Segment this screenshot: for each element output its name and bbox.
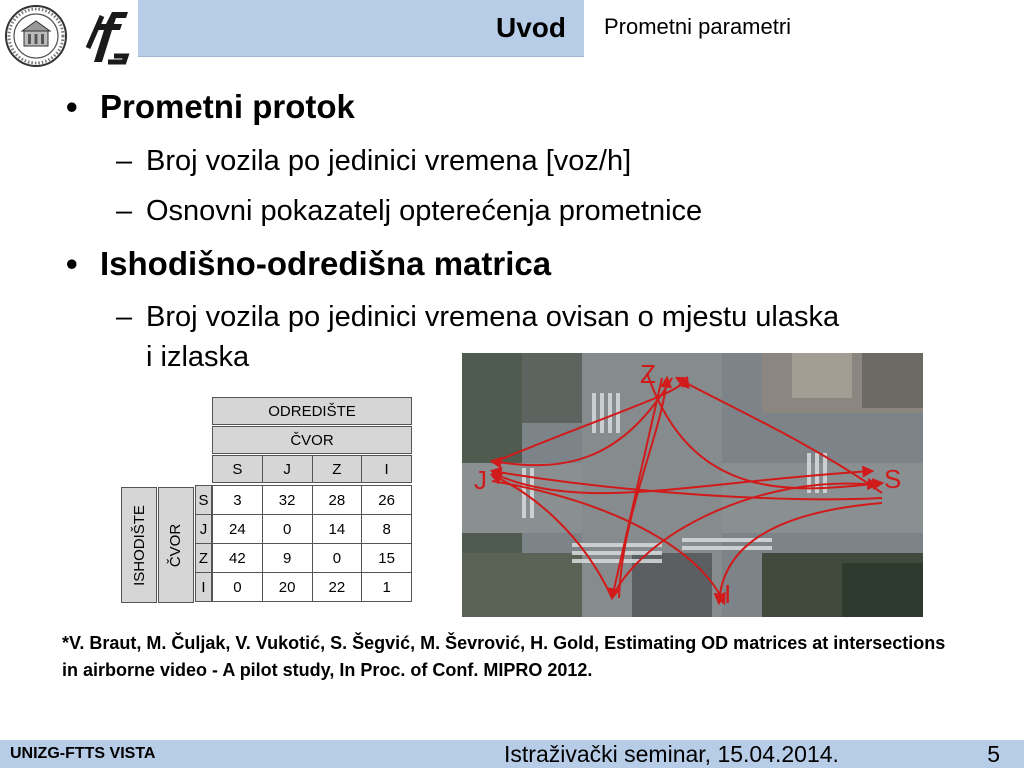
- table-cell: 0: [263, 514, 313, 544]
- bullet-label: Ishodišno-odredišna matrica: [100, 245, 552, 282]
- row-header: S: [195, 485, 212, 515]
- label-z: Z: [640, 359, 656, 389]
- footer-left-label: UNIZG-FTTS VISTA: [10, 745, 156, 762]
- page-number: 5: [987, 741, 1000, 767]
- dash-marker: –: [116, 195, 133, 227]
- column-header: Z: [313, 455, 363, 483]
- faculty-logo: [82, 8, 132, 66]
- row-header: Z: [195, 543, 212, 573]
- dash-marker: –: [116, 145, 133, 177]
- origin-node-header-text: ČVOR: [167, 523, 185, 567]
- destination-node-header: ČVOR: [212, 426, 412, 454]
- citation: *V. Braut, M. Čuljak, V. Vukotić, S. Šegvić, M. Ševrović, H. Gold, Estimating OD matrices at intersections in airborne video - A pilot study, In Proc. of Conf. MIPRO 2012.: [62, 633, 946, 680]
- bullet-od-matrix: [66, 245, 552, 283]
- table-cell: 26: [362, 485, 412, 515]
- sub-bullet: [116, 194, 703, 228]
- table-cell: 1: [362, 572, 412, 602]
- table-row: [212, 485, 412, 515]
- bullet-label: Prometni protok: [100, 88, 355, 125]
- table-row: [212, 543, 412, 573]
- label-j: J: [474, 465, 487, 495]
- table-row: [212, 572, 412, 602]
- row-header: J: [195, 514, 212, 544]
- origin-header-text: ISHODIŠTE: [130, 504, 148, 586]
- label-s: S: [884, 464, 902, 494]
- sub-bullet: [116, 144, 632, 178]
- column-headers: [212, 455, 412, 483]
- table-row: [212, 514, 412, 544]
- table-cell: 42: [212, 543, 263, 573]
- university-seal-logo: [4, 4, 68, 68]
- bullet-dot: •: [66, 245, 78, 282]
- table-cell: 3: [212, 485, 263, 515]
- column-header: S: [212, 455, 263, 483]
- table-cell: 28: [313, 485, 363, 515]
- title-banner: [138, 0, 584, 57]
- sub-bullet-text: Broj vozila po jedinici vremena [voz/h]: [146, 145, 632, 177]
- footer-event-date: Istraživački seminar, 15.04.2014.: [504, 741, 839, 767]
- sub-bullet-text: Osnovni pokazatelj opterećenja prometnice: [146, 195, 703, 227]
- sub-bullet-continuation: i izlaska: [146, 341, 250, 373]
- table-cell: 20: [263, 572, 313, 602]
- table-cell: 15: [362, 543, 412, 573]
- table-cell: 0: [212, 572, 263, 602]
- bullet-dot: •: [66, 88, 78, 125]
- slide-subtitle: Prometni parametri: [604, 14, 792, 39]
- table-cell: 32: [263, 485, 313, 515]
- table-cell: 8: [362, 514, 412, 544]
- origin-header: [121, 487, 157, 603]
- sub-bullet-text: Broj vozila po jedinici vremena ovisan o mjestu ulaska: [146, 301, 840, 333]
- table-cell: 24: [212, 514, 263, 544]
- dash-marker: –: [116, 301, 133, 333]
- aerial-intersection-photo: [462, 353, 923, 617]
- column-header: I: [362, 455, 412, 483]
- origin-node-header: [158, 487, 194, 603]
- sub-bullet: [116, 300, 840, 334]
- table-cell: 22: [313, 572, 363, 602]
- slide-title: Uvod: [496, 12, 566, 43]
- table-cell: 9: [263, 543, 313, 573]
- table-cell: 14: [313, 514, 363, 544]
- row-header: I: [195, 572, 212, 602]
- bullet-traffic-flow: [66, 88, 355, 126]
- label-i: I: [724, 579, 732, 609]
- footer-bar: [0, 740, 1024, 768]
- destination-header: ODREDIŠTE: [212, 397, 412, 425]
- column-header: J: [263, 455, 313, 483]
- table-cell: 0: [313, 543, 363, 573]
